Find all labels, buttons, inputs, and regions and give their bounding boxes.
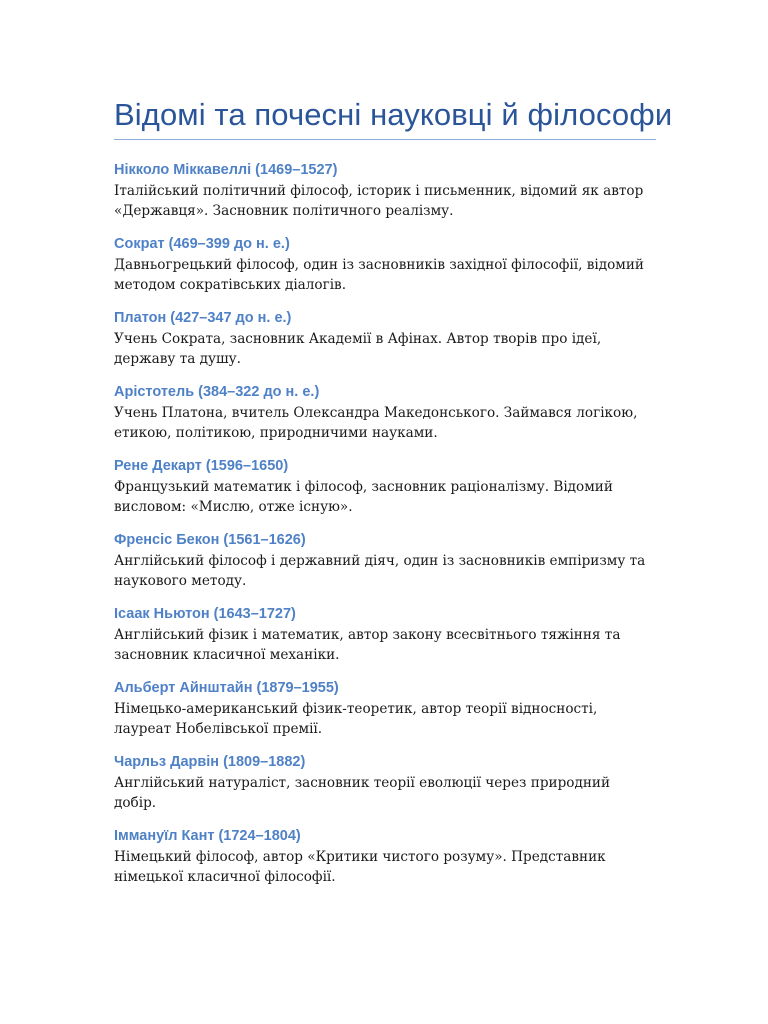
entry-name: Альберт Айнштайн (1879–1955) — [114, 680, 339, 696]
entry-description: Англійський філософ і державний діяч, один із засновників емпіризму та наукового методу. — [114, 553, 646, 589]
list-item — [114, 161, 656, 221]
list-item — [114, 235, 656, 295]
list-item — [114, 309, 656, 369]
entry-name: Сократ (469–399 до н. е.) — [114, 236, 290, 252]
page-title: Відомі та почесні науковці й філософи — [114, 97, 673, 132]
entry-description: Англійський фізик і математик, автор закону всесвітнього тяжіння та засновник класичної механіки. — [114, 627, 621, 663]
list-item — [114, 383, 656, 443]
list-item — [114, 457, 656, 517]
list-item — [114, 531, 656, 591]
entry-name: Чарльз Дарвін (1809–1882) — [114, 754, 306, 770]
entry-name: Ісаак Ньютон (1643–1727) — [114, 606, 296, 622]
entry-description: Німецько-американський фізик-теоретик, автор теорії відносності, лауреат Нобелівської премії. — [114, 701, 598, 737]
entry-description: Давньогрецький філософ, один із засновників західної філософії, відомий методом сократівських діалогів. — [114, 257, 644, 293]
entry-name: Арістотель (384–322 до н. е.) — [114, 384, 320, 400]
entry-description: Французький математик і філософ, засновник раціоналізму. Відомий висловом: «Мислю, отже існую». — [114, 479, 613, 515]
entry-name: Нікколо Міккавеллі (1469–1527) — [114, 162, 338, 178]
entry-description: Німецький філософ, автор «Критики чистого розуму». Представник німецької класичної філософії. — [114, 849, 606, 885]
entry-name: Рене Декарт (1596–1650) — [114, 458, 289, 474]
entry-description: Учень Сократа, засновник Академії в Афінах. Автор творів про ідеї, державу та душу. — [114, 331, 602, 367]
title-divider — [114, 139, 656, 140]
entry-list — [114, 161, 656, 887]
list-item — [114, 753, 656, 813]
entry-description: Учень Платона, вчитель Олександра Македонського. Займався логікою, етикою, політикою, природничими науками. — [114, 405, 638, 441]
list-item — [114, 827, 656, 887]
entry-description: Англійський натураліст, засновник теорії еволюції через природний добір. — [114, 775, 611, 811]
list-item — [114, 679, 656, 739]
entry-name: Френсіс Бекон (1561–1626) — [114, 532, 306, 548]
entry-description: Італійський політичний філософ, історик і письменник, відомий як автор «Державця». Засновник політичного реалізму. — [114, 183, 644, 219]
entry-name: Іммануїл Кант (1724–1804) — [114, 828, 301, 844]
list-item — [114, 605, 656, 665]
document-page — [114, 94, 673, 901]
entry-name: Платон (427–347 до н. е.) — [114, 310, 292, 326]
